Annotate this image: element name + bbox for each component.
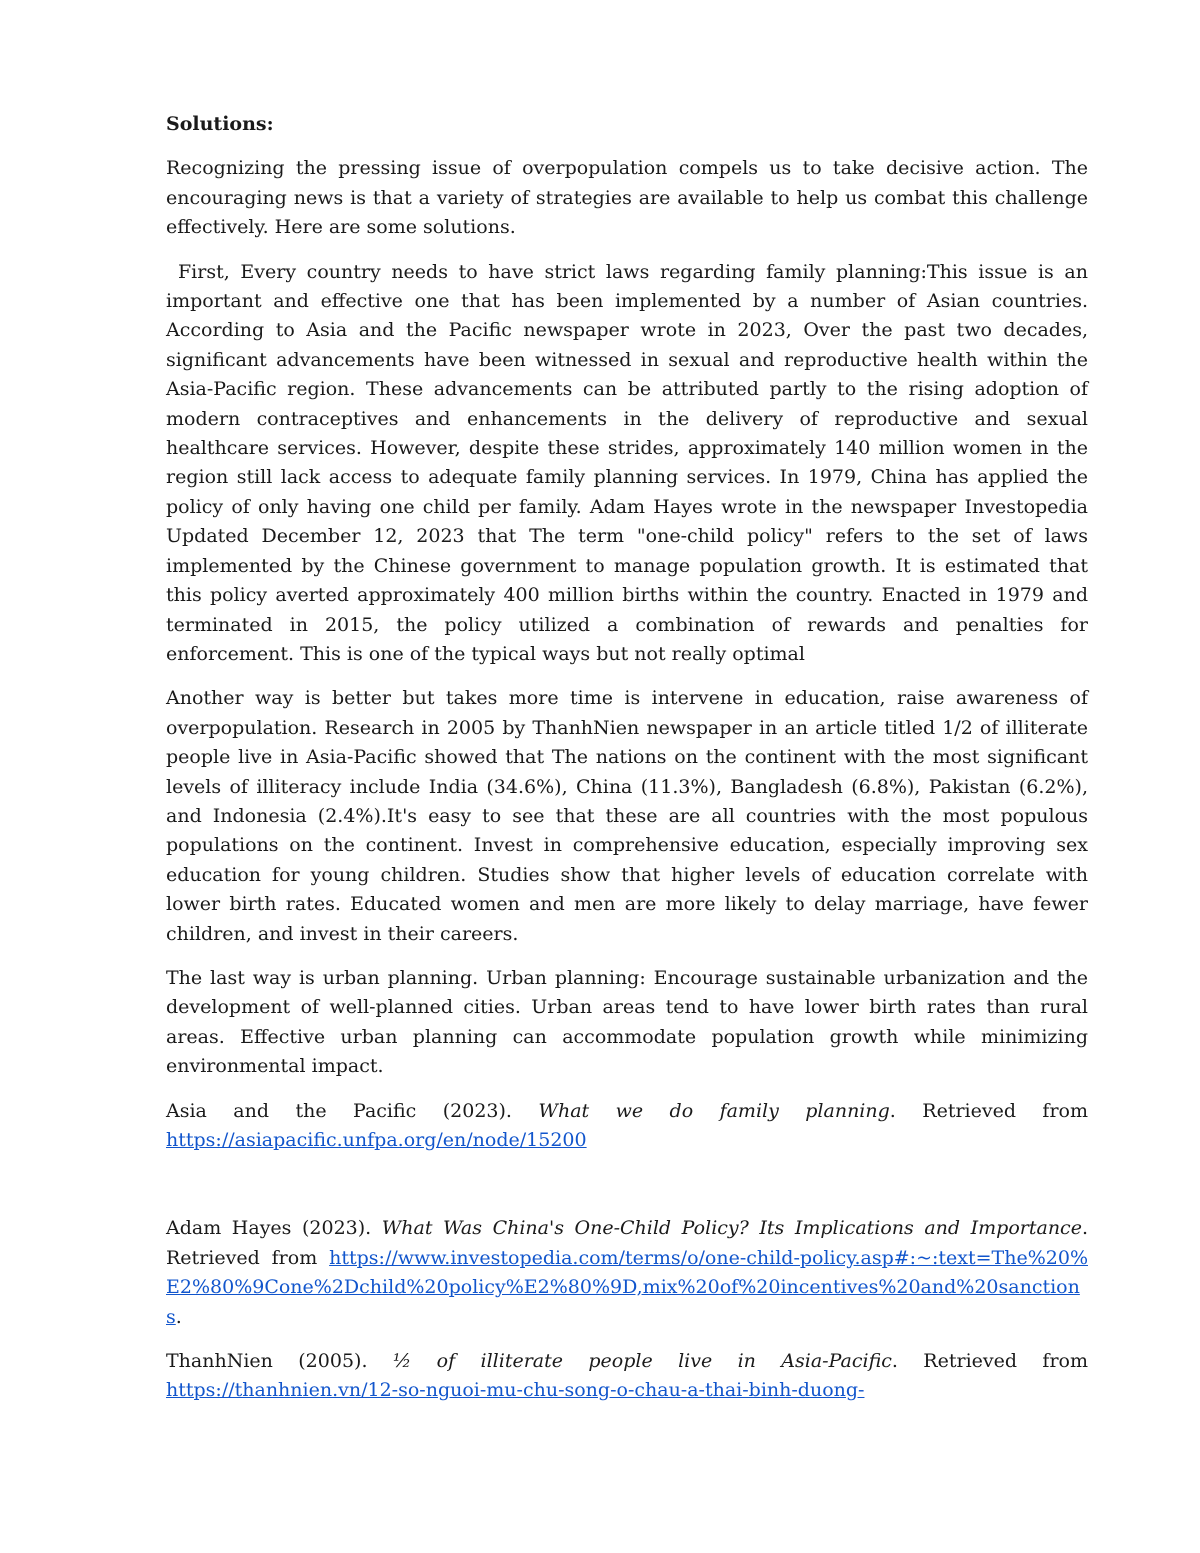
section-heading: Solutions: — [166, 113, 274, 135]
reference-thanhnien-citation — [166, 1347, 1088, 1376]
reference-title: What we do family planning — [538, 1099, 890, 1122]
reference-author: ThanhNien (2005). — [166, 1350, 393, 1373]
reference-asia-pacific-citation — [166, 1097, 1088, 1126]
paragraph-family-planning-laws — [166, 258, 1088, 670]
reference-author: Asia and the Pacific (2023). — [166, 1099, 539, 1122]
document-body — [166, 110, 1088, 1421]
spacer — [166, 1170, 1088, 1214]
reference-retrieved: . Retrieved from — [166, 1217, 1088, 1269]
reference-asia-pacific — [166, 1097, 1088, 1156]
reference-retrieved: . Retrieved from — [889, 1099, 1089, 1122]
intro-paragraph: Recognizing the pressing issue of overpopulation compels us to take decisive action. The encouraging news is that a variety of strategies are available to help us combat this challenge effectively. Here are some solutions. — [166, 157, 1088, 239]
reference-author: Adam Hayes (2023). — [166, 1217, 382, 1240]
reference-link-investopedia[interactable]: https://www.investopedia.com/terms/o/one-child-policy.asp#:~:text=The%20%E2%80%9Cone%2Dchild%20policy%E2%80%9D,mix%20of%20incentives%20and%20sanctions — [166, 1246, 1088, 1328]
paragraph-family-planning-laws-text: First, Every country needs to have strict laws regarding family planning:This issue is an important and effective one that has been implemented by a number of Asian countries. According to Asia and the Pacific newspaper wrote in 2023, Over the past two decades, significant advancements have been witnessed in sexual and reproductive health within the Asia-Pacific region. These advancements can be attributed partly to the rising adoption of modern contraceptives and enhancements in the delivery of reproductive and sexual healthcare services. However, despite these strides, approximately 140 million women in the region still lack access to adequate family planning services. In 1979, China has applied the policy of only having one child per family. Adam Hayes wrote in the newspaper Investopedia Updated December 12, 2023 that The term "one-child policy" refers to the set of laws implemented by the Chinese government to manage population growth. It is estimated that this policy averted approximately 400 million births within the country. Enacted in 1979 and terminated in 2015, the policy utilized a combination of rewards and penalties for enforcement. This is one of the typical ways but not really optimal — [166, 260, 1088, 665]
reference-investopedia — [166, 1214, 1088, 1332]
reference-link-thanhnien[interactable]: https://thanhnien.vn/12-so-nguoi-mu-chu-song-o-chau-a-thai-binh-duong- — [166, 1379, 865, 1402]
paragraph-urban-planning: The last way is urban planning. Urban planning: Encourage sustainable urbanization and the development of well-planned cities. Urban areas tend to have lower birth rates than rural areas. Effective urban planning can accommodate population growth while minimizing environmental impact. — [166, 966, 1088, 1078]
reference-period: . — [175, 1305, 182, 1328]
reference-title: What Was China's One-Child Policy? Its Implications and Importance — [381, 1217, 1082, 1240]
reference-title: ½ of illiterate people live in Asia-Pacific — [392, 1350, 892, 1373]
reference-retrieved: . Retrieved from — [891, 1350, 1088, 1373]
paragraph-education: Another way is better but takes more time is intervene in education, raise awareness of overpopulation. Research in 2005 by ThanhNien newspaper in an article titled 1/2 of illiterate people live in Asia-Pacific showed that The nations on the continent with the most significant levels of illiteracy include India (34.6%), China (11.3%), Bangladesh (6.8%), Pakistan (6.2%), and Indonesia (2.4%).It's easy to see that these are all countries with the most populous populations on the continent. Invest in comprehensive education, especially improving sex education for young children. Studies show that higher levels of education correlate with lower birth rates. Educated women and men are more likely to delay marriage, have fewer children, and invest in their careers. — [166, 687, 1088, 945]
reference-thanhnien — [166, 1347, 1088, 1406]
reference-link-unfpa[interactable]: https://asiapacific.unfpa.org/en/node/15200 — [166, 1129, 587, 1151]
